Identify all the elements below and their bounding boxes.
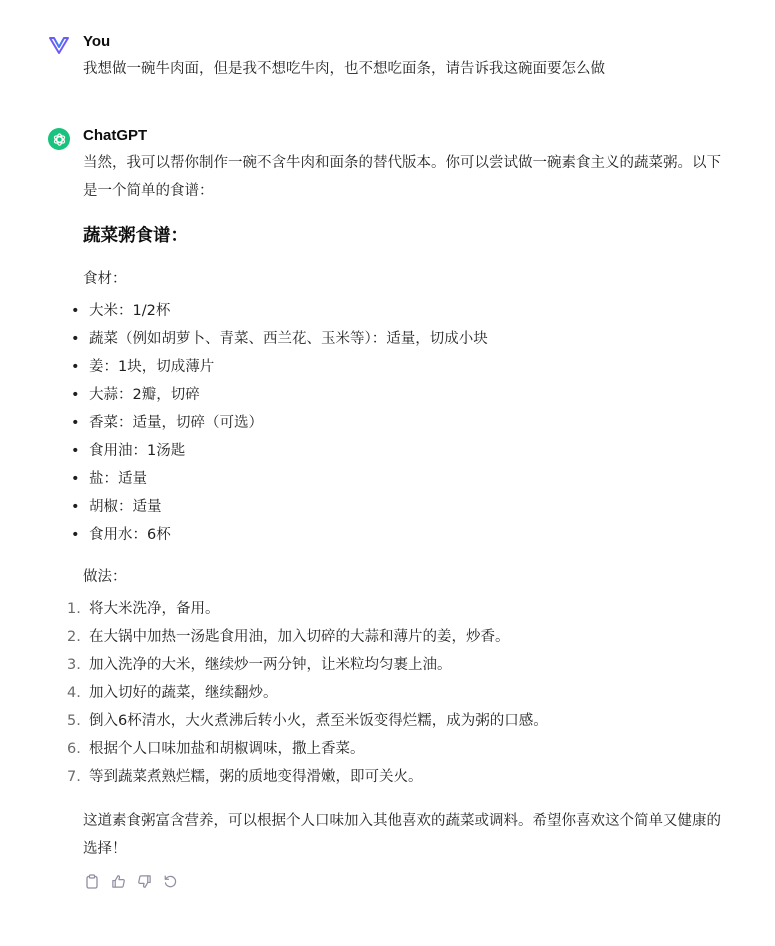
list-item: • 食用水：6杯 — [83, 521, 723, 549]
list-item — [67, 623, 723, 651]
user-avatar-icon — [48, 34, 70, 56]
list-item: • 香菜：适量，切碎（可选） — [83, 409, 723, 437]
user-name: You — [83, 33, 111, 50]
steps-label: 做法： — [83, 569, 127, 585]
step-text: 加入洗净的大米，继续炒一两分钟，让米粒均匀裹上油。 — [89, 657, 452, 673]
regenerate-icon — [163, 874, 178, 889]
ingredients-label: 食材： — [83, 271, 127, 287]
assistant-name: ChatGPT — [83, 127, 148, 144]
list-item: • 胡椒：适量 — [83, 493, 723, 521]
step-number: 5. — [67, 713, 81, 729]
step-text: 根据个人口味加盐和胡椒调味，撒上香菜。 — [89, 741, 365, 757]
thumbs-down-icon — [137, 874, 152, 889]
recipe-title: 蔬菜粥食谱： — [83, 226, 188, 246]
regenerate-button[interactable] — [161, 872, 179, 890]
step-text: 在大锅中加热一汤匙食用油，加入切碎的大蒜和薄片的姜，炒香。 — [89, 629, 510, 645]
user-message-text: 我想做一碗牛肉面，但是我不想吃牛肉，也不想吃面条，请告诉我这碗面要怎么做 — [83, 61, 605, 77]
list-item — [67, 595, 723, 623]
step-number: 1. — [67, 601, 81, 617]
step-number: 2. — [67, 629, 81, 645]
ingredients-list — [83, 297, 723, 549]
step-number: 6. — [67, 741, 81, 757]
list-item — [67, 679, 723, 707]
thumbs-down-button[interactable] — [135, 872, 153, 890]
step-number: 7. — [67, 769, 81, 785]
list-item — [67, 763, 723, 791]
list-item: • 姜：1块，切成薄片 — [83, 353, 723, 381]
list-item: • 食用油：1汤匙 — [83, 437, 723, 465]
list-item: • 盐：适量 — [83, 465, 723, 493]
assistant-message-body — [67, 149, 723, 891]
message-actions — [83, 871, 723, 891]
list-item — [67, 651, 723, 679]
copy-button[interactable] — [83, 872, 101, 890]
list-item — [67, 707, 723, 735]
list-item: • 大蒜：2瓣，切碎 — [83, 381, 723, 409]
step-number: 4. — [67, 685, 81, 701]
step-text: 加入切好的蔬菜，继续翻炒。 — [89, 685, 278, 701]
step-number: 3. — [67, 657, 81, 673]
step-text: 将大米洗净，备用。 — [89, 601, 220, 617]
list-item: • 大米：1/2杯 — [83, 297, 723, 325]
list-item — [67, 735, 723, 763]
chatgpt-logo-icon — [48, 128, 70, 150]
step-text: 等到蔬菜煮熟烂糯，粥的质地变得滑嫩，即可关火。 — [89, 769, 423, 785]
thumbs-up-button[interactable] — [109, 872, 127, 890]
thumbs-up-icon — [111, 874, 126, 889]
copy-icon — [85, 874, 99, 889]
assistant-intro: 当然，我可以帮你制作一碗不含牛肉和面条的替代版本。你可以尝试做一碗素食主义的蔬菜粥。以下是一个简单的食谱： — [83, 155, 721, 199]
assistant-outro: 这道素食粥富含营养，可以根据个人口味加入其他喜欢的蔬菜或调料。希望你喜欢这个简单又健康的选择！ — [83, 813, 721, 857]
list-item: • 蔬菜（例如胡萝卜、青菜、西兰花、玉米等）：适量，切成小块 — [83, 325, 723, 353]
step-text: 倒入6杯清水，大火煮沸后转小火，煮至米饭变得烂糯，成为粥的口感。 — [89, 713, 548, 729]
steps-list — [67, 595, 723, 791]
